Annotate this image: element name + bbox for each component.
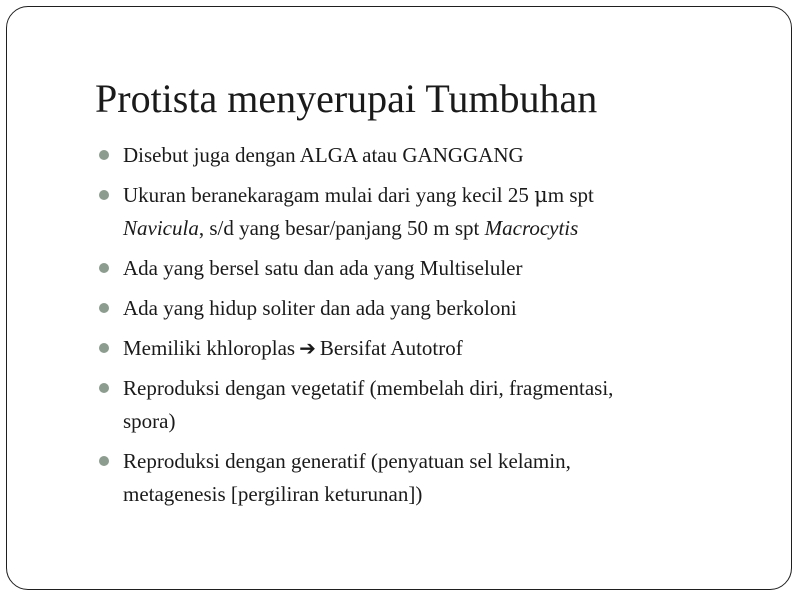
- bullet-text-part: Reproduksi dengan vegetatif (membelah diri, fragmentasi,: [123, 376, 614, 400]
- slide-frame: [6, 6, 792, 590]
- bullet-text-part: Ukuran beranekaragam mulai dari yang kecil 25: [123, 183, 535, 207]
- slide-title: Protista menyerupai Tumbuhan: [95, 76, 598, 121]
- list-item: [99, 292, 749, 325]
- bullet-text: Ada yang hidup soliter dan ada yang berkoloni: [123, 296, 517, 320]
- bullet-text: Ada yang bersel satu dan ada yang Multiseluler: [123, 256, 523, 280]
- bullet-text-part: Bersifat Autotrof: [319, 336, 463, 360]
- bullet-icon: [99, 263, 109, 273]
- list-item: [99, 139, 749, 172]
- list-item: [99, 372, 749, 438]
- bullet-list: [99, 139, 749, 518]
- species-name: Navicula: [123, 216, 199, 240]
- list-item: [99, 332, 749, 365]
- species-name: Macrocytis: [484, 216, 579, 240]
- list-item: [99, 179, 749, 245]
- list-item: [99, 252, 749, 285]
- bullet-icon: [99, 303, 109, 313]
- bullet-text-part: Memiliki khloroplas: [123, 336, 296, 360]
- bullet-text-part: , s/d yang besar/panjang 50 m spt: [198, 216, 485, 240]
- bullet-text: Disebut juga dengan ALGA atau GANGGANG: [123, 143, 524, 167]
- bullet-text-part: metagenesis [pergiliran keturunan]): [123, 482, 423, 506]
- micro-symbol: μ: [534, 183, 548, 207]
- bullet-icon: [99, 190, 109, 200]
- bullet-icon: [99, 456, 109, 466]
- bullet-icon: [99, 343, 109, 353]
- bullet-text-part: m spt: [547, 183, 594, 207]
- bullet-text-part: spora): [123, 409, 176, 433]
- bullet-icon: [99, 383, 109, 393]
- list-item: [99, 445, 749, 511]
- bullet-text-part: Reproduksi dengan generatif (penyatuan sel kelamin,: [123, 449, 571, 473]
- bullet-icon: [99, 150, 109, 160]
- arrow-right-icon: ➔: [299, 336, 316, 360]
